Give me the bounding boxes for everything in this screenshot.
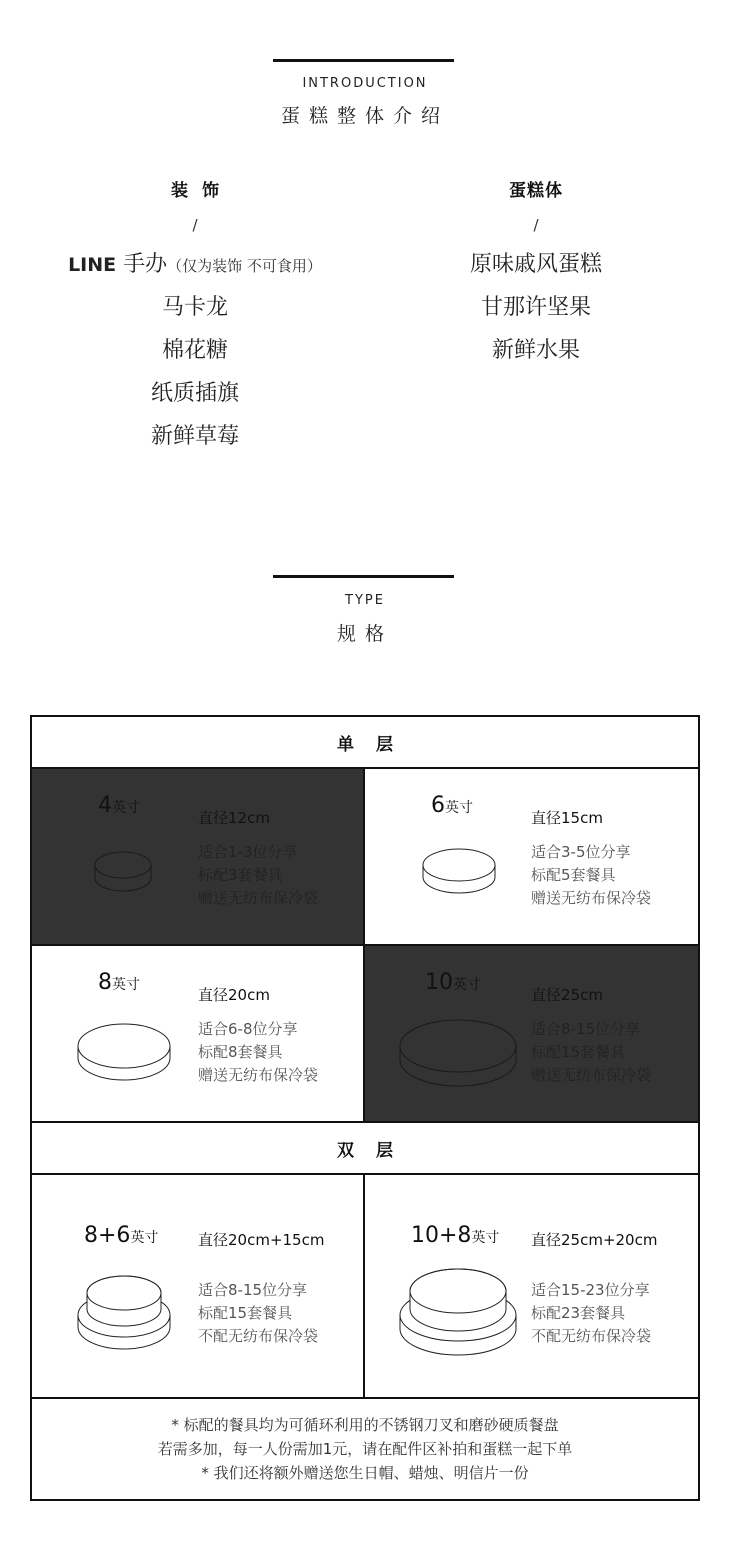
decoration-slash: / bbox=[192, 216, 198, 234]
spec-cell-4inch bbox=[32, 769, 365, 944]
decoration-column bbox=[40, 176, 350, 465]
double-layer-header: 双层 bbox=[32, 1123, 698, 1175]
divider bbox=[363, 769, 365, 1121]
single-layer-header: 单层 bbox=[32, 717, 698, 769]
size-label: 4英寸 bbox=[98, 793, 140, 818]
type-title-en: TYPE bbox=[345, 593, 385, 608]
cake-body-slash: / bbox=[533, 216, 539, 234]
spec-details: 适合6-8位分享 标配8套餐具 赠送无纺布保冷袋 bbox=[198, 1020, 319, 1084]
footnote: 若需多加，每一人份需加1元，请在配件区补拍和蛋糕一起下单 bbox=[157, 1440, 573, 1458]
cake-body-item: 甘那许坚果 bbox=[480, 295, 591, 320]
divider bbox=[363, 1175, 365, 1397]
decoration-item: 棉花糖 bbox=[161, 338, 228, 363]
decoration-item: 马卡龙 bbox=[161, 295, 228, 320]
cake-body-item: 新鲜水果 bbox=[491, 338, 580, 363]
spec-details: 适合15-23位分享 标配23套餐具 不配无纺布保冷袋 bbox=[531, 1281, 652, 1345]
cake-body-column bbox=[436, 176, 636, 379]
spec-cell-8inch bbox=[32, 946, 365, 1121]
spec-details: 适合1-3位分享 标配3套餐具 赠送无纺布保冷袋 bbox=[198, 843, 319, 907]
spec-cell-6inch bbox=[365, 769, 698, 944]
cake-body-list bbox=[436, 250, 636, 379]
size-label: 8+6英寸 bbox=[84, 1223, 159, 1248]
divider bbox=[32, 1397, 698, 1399]
cake-10-8inch-icon bbox=[395, 1263, 525, 1373]
diameter-label: 直径25cm+20cm bbox=[531, 1231, 658, 1249]
spec-cell-8-6inch bbox=[32, 1175, 365, 1397]
diameter-label: 直径20cm+15cm bbox=[198, 1231, 325, 1249]
diameter-label: 直径20cm bbox=[198, 986, 270, 1004]
intro-title-en: INTRODUCTION bbox=[302, 76, 428, 91]
footnote: * 标配的餐具均为可循环利用的不锈钢刀叉和磨砂硬质餐盘 bbox=[171, 1416, 559, 1434]
decoration-heading: 装饰 bbox=[171, 181, 233, 201]
spec-details: 适合3-5位分享 标配5套餐具 赠送无纺布保冷袋 bbox=[531, 843, 652, 907]
spec-table bbox=[30, 715, 700, 1501]
size-label: 8英寸 bbox=[98, 970, 140, 995]
type-rule bbox=[273, 575, 454, 578]
cake-6inch-icon bbox=[417, 845, 507, 901]
decoration-item: LINE 手办（仅为装饰 不可食用） bbox=[68, 252, 322, 277]
footnotes bbox=[32, 1413, 698, 1485]
cake-body-heading: 蛋糕体 bbox=[509, 181, 563, 201]
intro-title-zh: 蛋糕整体介绍 bbox=[280, 105, 449, 127]
diameter-label: 直径12cm bbox=[198, 809, 270, 827]
spec-cell-10inch bbox=[365, 946, 698, 1121]
diameter-label: 直径15cm bbox=[531, 809, 603, 827]
cake-8inch-icon bbox=[72, 1018, 182, 1090]
cake-4inch-icon bbox=[90, 849, 160, 899]
size-label: 10英寸 bbox=[425, 970, 481, 995]
size-label: 6英寸 bbox=[431, 793, 473, 818]
spec-cell-10-8inch bbox=[365, 1175, 698, 1397]
spec-details: 适合8-15位分享 标配15套餐具 赠送无纺布保冷袋 bbox=[531, 1020, 652, 1084]
decoration-item: 纸质插旗 bbox=[150, 381, 239, 406]
decoration-list bbox=[40, 250, 350, 465]
type-title-zh: 规格 bbox=[336, 623, 393, 645]
size-label: 10+8英寸 bbox=[411, 1223, 500, 1248]
cake-8-6inch-icon bbox=[72, 1271, 182, 1367]
spec-details: 适合8-15位分享 标配15套餐具 不配无纺布保冷袋 bbox=[198, 1281, 319, 1345]
intro-rule bbox=[273, 59, 454, 62]
footnote: * 我们还将额外赠送您生日帽、蜡烛、明信片一份 bbox=[201, 1464, 529, 1482]
cake-10inch-icon bbox=[395, 1014, 525, 1094]
decoration-item: 新鲜草莓 bbox=[150, 424, 239, 449]
cake-body-item: 原味戚风蛋糕 bbox=[469, 252, 602, 277]
diameter-label: 直径25cm bbox=[531, 986, 603, 1004]
